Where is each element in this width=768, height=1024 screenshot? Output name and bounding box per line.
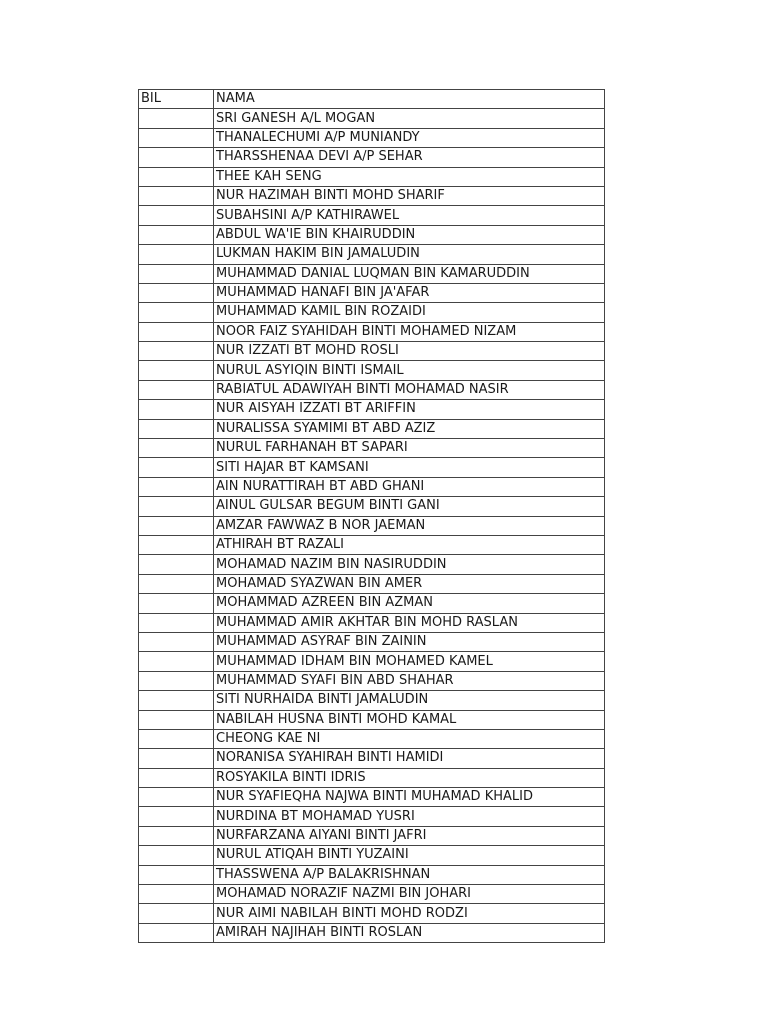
nama-cell: MOHAMAD SYAZWAN BIN AMER <box>214 574 605 593</box>
nama-cell: AINUL GULSAR BEGUM BINTI GANI <box>214 497 605 516</box>
table-body <box>139 109 605 943</box>
table-row <box>139 206 605 225</box>
bil-cell <box>139 594 214 613</box>
bil-cell <box>139 671 214 690</box>
bil-cell <box>139 865 214 884</box>
bil-cell <box>139 691 214 710</box>
table-row <box>139 400 605 419</box>
nama-cell: NURDINA BT MOHAMAD YUSRI <box>214 807 605 826</box>
table-row <box>139 264 605 283</box>
nama-cell: MUHAMMAD ASYRAF BIN ZAININ <box>214 632 605 651</box>
bil-cell <box>139 729 214 748</box>
table-row <box>139 807 605 826</box>
nama-cell: SITI NURHAIDA BINTI JAMALUDIN <box>214 691 605 710</box>
table-row <box>139 710 605 729</box>
nama-cell: MUHAMMAD KAMIL BIN ROZAIDI <box>214 303 605 322</box>
nama-cell: NUR AIMI NABILAH BINTI MOHD RODZI <box>214 904 605 923</box>
nama-cell: AIN NURATTIRAH BT ABD GHANI <box>214 477 605 496</box>
nama-cell: AMZAR FAWWAZ B NOR JAEMAN <box>214 516 605 535</box>
bil-cell <box>139 710 214 729</box>
header-nama: NAMA <box>214 90 605 109</box>
nama-cell: LUKMAN HAKIM BIN JAMALUDIN <box>214 245 605 264</box>
nama-cell: NUR SYAFIEQHA NAJWA BINTI MUHAMAD KHALID <box>214 788 605 807</box>
bil-cell <box>139 225 214 244</box>
nama-cell: NOOR FAIZ SYAHIDAH BINTI MOHAMED NIZAM <box>214 322 605 341</box>
bil-cell <box>139 148 214 167</box>
nama-cell: MUHAMMAD DANIAL LUQMAN BIN KAMARUDDIN <box>214 264 605 283</box>
table-row <box>139 555 605 574</box>
nama-cell: THASSWENA A/P BALAKRISHNAN <box>214 865 605 884</box>
nama-cell: AMIRAH NAJIHAH BINTI ROSLAN <box>214 923 605 942</box>
nama-cell: MOHAMAD NAZIM BIN NASIRUDDIN <box>214 555 605 574</box>
table-row <box>139 904 605 923</box>
name-list-table <box>138 89 605 943</box>
nama-cell: NORANISA SYAHIRAH BINTI HAMIDI <box>214 749 605 768</box>
bil-cell <box>139 632 214 651</box>
bil-cell <box>139 400 214 419</box>
header-row <box>139 90 605 109</box>
nama-cell: NURUL ASYIQIN BINTI ISMAIL <box>214 361 605 380</box>
table-row <box>139 691 605 710</box>
table-row <box>139 885 605 904</box>
nama-cell: NUR IZZATI BT MOHD ROSLI <box>214 342 605 361</box>
bil-cell <box>139 264 214 283</box>
nama-cell: MOHAMMAD AZREEN BIN AZMAN <box>214 594 605 613</box>
table-row <box>139 245 605 264</box>
bil-cell <box>139 477 214 496</box>
nama-cell: MUHAMMAD SYAFI BIN ABD SHAHAR <box>214 671 605 690</box>
bil-cell <box>139 109 214 128</box>
bil-cell <box>139 380 214 399</box>
bil-cell <box>139 128 214 147</box>
nama-cell: SRI GANESH A/L MOGAN <box>214 109 605 128</box>
table-row <box>139 632 605 651</box>
nama-cell: NUR AISYAH IZZATI BT ARIFFIN <box>214 400 605 419</box>
bil-cell <box>139 245 214 264</box>
table-row <box>139 788 605 807</box>
table-row <box>139 768 605 787</box>
table-row <box>139 342 605 361</box>
nama-cell: NURUL ATIQAH BINTI YUZAINI <box>214 846 605 865</box>
table-row <box>139 283 605 302</box>
bil-cell <box>139 885 214 904</box>
bil-cell <box>139 497 214 516</box>
table-row <box>139 109 605 128</box>
bil-cell <box>139 322 214 341</box>
bil-cell <box>139 206 214 225</box>
table-row <box>139 613 605 632</box>
table-row <box>139 865 605 884</box>
table-row <box>139 497 605 516</box>
bil-cell <box>139 186 214 205</box>
nama-cell: THANALECHUMI A/P MUNIANDY <box>214 128 605 147</box>
table-row <box>139 361 605 380</box>
bil-cell <box>139 574 214 593</box>
nama-cell: ABDUL WA'IE BIN KHAIRUDDIN <box>214 225 605 244</box>
bil-cell <box>139 439 214 458</box>
table-row <box>139 186 605 205</box>
table-row <box>139 225 605 244</box>
nama-cell: THEE KAH SENG <box>214 167 605 186</box>
table-row <box>139 148 605 167</box>
bil-cell <box>139 516 214 535</box>
bil-cell <box>139 283 214 302</box>
table-row <box>139 167 605 186</box>
table-row <box>139 516 605 535</box>
bil-cell <box>139 826 214 845</box>
table-row <box>139 458 605 477</box>
table-row <box>139 749 605 768</box>
bil-cell <box>139 303 214 322</box>
table-row <box>139 380 605 399</box>
bil-cell <box>139 167 214 186</box>
nama-cell: MUHAMMAD HANAFI BIN JA'AFAR <box>214 283 605 302</box>
table-row <box>139 128 605 147</box>
table-row <box>139 652 605 671</box>
table-row <box>139 477 605 496</box>
table-row <box>139 574 605 593</box>
bil-cell <box>139 846 214 865</box>
bil-cell <box>139 904 214 923</box>
table-row <box>139 729 605 748</box>
nama-cell: RABIATUL ADAWIYAH BINTI MOHAMAD NASIR <box>214 380 605 399</box>
bil-cell <box>139 652 214 671</box>
nama-cell: NURUL FARHANAH BT SAPARI <box>214 439 605 458</box>
bil-cell <box>139 923 214 942</box>
nama-cell: SITI HAJAR BT KAMSANI <box>214 458 605 477</box>
bil-cell <box>139 768 214 787</box>
nama-cell: NABILAH HUSNA BINTI MOHD KAMAL <box>214 710 605 729</box>
nama-cell: NURFARZANA AIYANI BINTI JAFRI <box>214 826 605 845</box>
table-row <box>139 846 605 865</box>
bil-cell <box>139 535 214 554</box>
table-row <box>139 671 605 690</box>
nama-cell: MOHAMAD NORAZIF NAZMI BIN JOHARI <box>214 885 605 904</box>
table-row <box>139 303 605 322</box>
bil-cell <box>139 555 214 574</box>
nama-cell: ATHIRAH BT RAZALI <box>214 535 605 554</box>
bil-cell <box>139 458 214 477</box>
nama-cell: CHEONG KAE NI <box>214 729 605 748</box>
nama-cell: NURALISSA SYAMIMI BT ABD AZIZ <box>214 419 605 438</box>
bil-cell <box>139 749 214 768</box>
bil-cell <box>139 419 214 438</box>
bil-cell <box>139 342 214 361</box>
nama-cell: SUBAHSINI A/P KATHIRAWEL <box>214 206 605 225</box>
bil-cell <box>139 361 214 380</box>
table-row <box>139 535 605 554</box>
nama-cell: ROSYAKILA BINTI IDRIS <box>214 768 605 787</box>
nama-cell: MUHAMMAD IDHAM BIN MOHAMED KAMEL <box>214 652 605 671</box>
table-row <box>139 419 605 438</box>
bil-cell <box>139 788 214 807</box>
table-row <box>139 322 605 341</box>
bil-cell <box>139 613 214 632</box>
table-row <box>139 594 605 613</box>
table-row <box>139 923 605 942</box>
bil-cell <box>139 807 214 826</box>
table-row <box>139 826 605 845</box>
nama-cell: THARSSHENAA DEVI A/P SEHAR <box>214 148 605 167</box>
table-row <box>139 439 605 458</box>
nama-cell: MUHAMMAD AMIR AKHTAR BIN MOHD RASLAN <box>214 613 605 632</box>
nama-cell: NUR HAZIMAH BINTI MOHD SHARIF <box>214 186 605 205</box>
header-bil: BIL <box>139 90 214 109</box>
